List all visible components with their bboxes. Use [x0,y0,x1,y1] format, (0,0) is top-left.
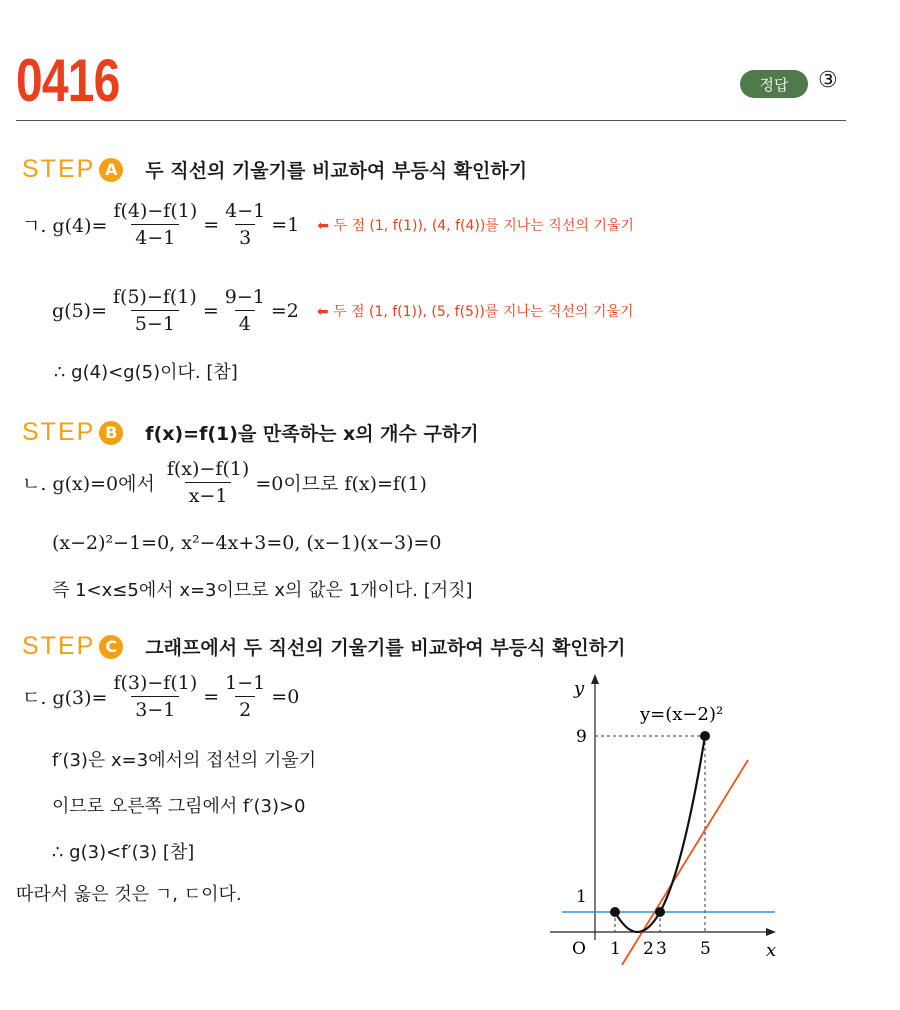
point-x5 [700,731,710,741]
step-label: STEP [22,632,96,660]
origin-label: O [572,939,586,959]
g5-equation [52,286,633,335]
g5-frac2-numerator: 9−1 [224,286,265,308]
g4-fraction-2 [221,200,269,249]
g4-equals: = [203,213,220,236]
g3-frac2-denominator: 2 [235,696,255,721]
answer-badge: 정답 [740,70,808,98]
g5-fraction-2 [221,286,269,335]
y-tick-9: 9 [576,727,587,747]
g4-note: ⬅ 두 점 (1, f(1)), (4, f(4))를 지나는 직선의 기울기 [317,217,634,234]
g3-equals: = [203,685,220,708]
step-a-title: 두 직선의 기울기를 비교하여 부등식 확인하기 [145,160,528,182]
g4-frac1-denominator: 4−1 [131,224,179,249]
step-b-badge: B [99,421,123,445]
g4-frac1-numerator: f(4)−f(1) [113,200,198,222]
step-b-title: f(x)=f(1)을 만족하는 x의 개수 구하기 [145,423,479,445]
x-axis-label: x [766,940,777,961]
step-c-line3: 이므로 오른쪽 그림에서 f′(3)>0 [52,796,306,817]
parabola-graph [540,670,800,970]
step-a-heading [22,155,527,184]
final-answer: 따라서 옳은 것은 ㄱ, ㄷ이다. [16,884,242,905]
g5-label: g(5)= [52,299,107,322]
step-a-conclusion: ∴ g(4)<g(5)이다. [참] [54,362,238,383]
step-label: STEP [22,155,96,183]
g4-frac2-denominator: 3 [235,224,255,249]
step-c-title: 그래프에서 두 직선의 기울기를 비교하여 부등식 확인하기 [145,637,626,659]
step-b-suffix: =0이므로 f(x)=f(1) [255,473,427,495]
step-b-heading [22,418,479,447]
g5-equals: = [202,299,219,322]
step-b-line2: (x−2)²−1=0, x²−4x+3=0, (x−1)(x−3)=0 [52,532,442,554]
step-c-line4: ∴ g(3)<f′(3) [참] [52,842,195,863]
g3-result: =0 [271,685,300,708]
step-b-denominator: x−1 [185,482,232,507]
x-tick-5: 5 [700,939,711,959]
g5-note: ⬅ 두 점 (1, f(1)), (5, f(5))를 지나는 직선의 기울기 [316,303,634,320]
answer-value: ③ [818,68,838,93]
g3-frac1-denominator: 3−1 [131,696,179,721]
y-tick-1: 1 [576,887,587,907]
g5-fraction-1 [109,286,201,335]
step-b-numerator: f(x)−f(1) [166,458,250,480]
g5-frac1-denominator: 5−1 [131,310,179,335]
g4-label: ㄱ. g(4)= [22,215,108,237]
g5-result: =2 [270,299,299,322]
step-c-badge: C [99,635,123,659]
g4-equation [22,200,634,249]
point-x3 [655,907,665,917]
g4-frac2-numerator: 4−1 [225,200,266,222]
g3-label: ㄷ. g(3)= [22,687,108,709]
step-c-heading [22,632,625,661]
problem-number: 0416 [16,47,120,114]
x-tick-3: 3 [656,939,667,959]
step-b-line3: 즉 1<x≤5에서 x=3이므로 x의 값은 1개이다. [거짓] [52,580,473,601]
x-axis-arrow-icon [766,928,776,936]
g4-result: =1 [271,213,300,236]
g3-frac1-numerator: f(3)−f(1) [113,672,198,694]
g3-fraction-2 [221,672,269,721]
x-tick-1: 1 [610,939,621,959]
point-x1 [610,907,620,917]
header-divider [16,120,846,121]
g3-frac2-numerator: 1−1 [225,672,266,694]
g5-frac2-denominator: 4 [235,310,255,335]
step-b-fraction [163,458,253,507]
tangent-line [622,760,748,965]
y-axis-arrow-icon [591,674,599,684]
step-b-prefix: ㄴ. g(x)=0에서 [22,473,155,495]
g5-frac1-numerator: f(5)−f(1) [113,286,197,308]
g3-equation [22,672,299,721]
step-a-badge: A [99,158,123,182]
step-label: STEP [22,418,96,446]
curve-label: y=(x−2)² [640,704,724,725]
step-b-equation [22,458,427,507]
y-axis-label: y [574,678,585,699]
x-tick-2: 2 [643,939,654,959]
g3-fraction-1 [109,672,201,721]
g4-fraction-1 [109,200,201,249]
step-c-line2: f′(3)은 x=3에서의 접선의 기울기 [52,750,317,771]
